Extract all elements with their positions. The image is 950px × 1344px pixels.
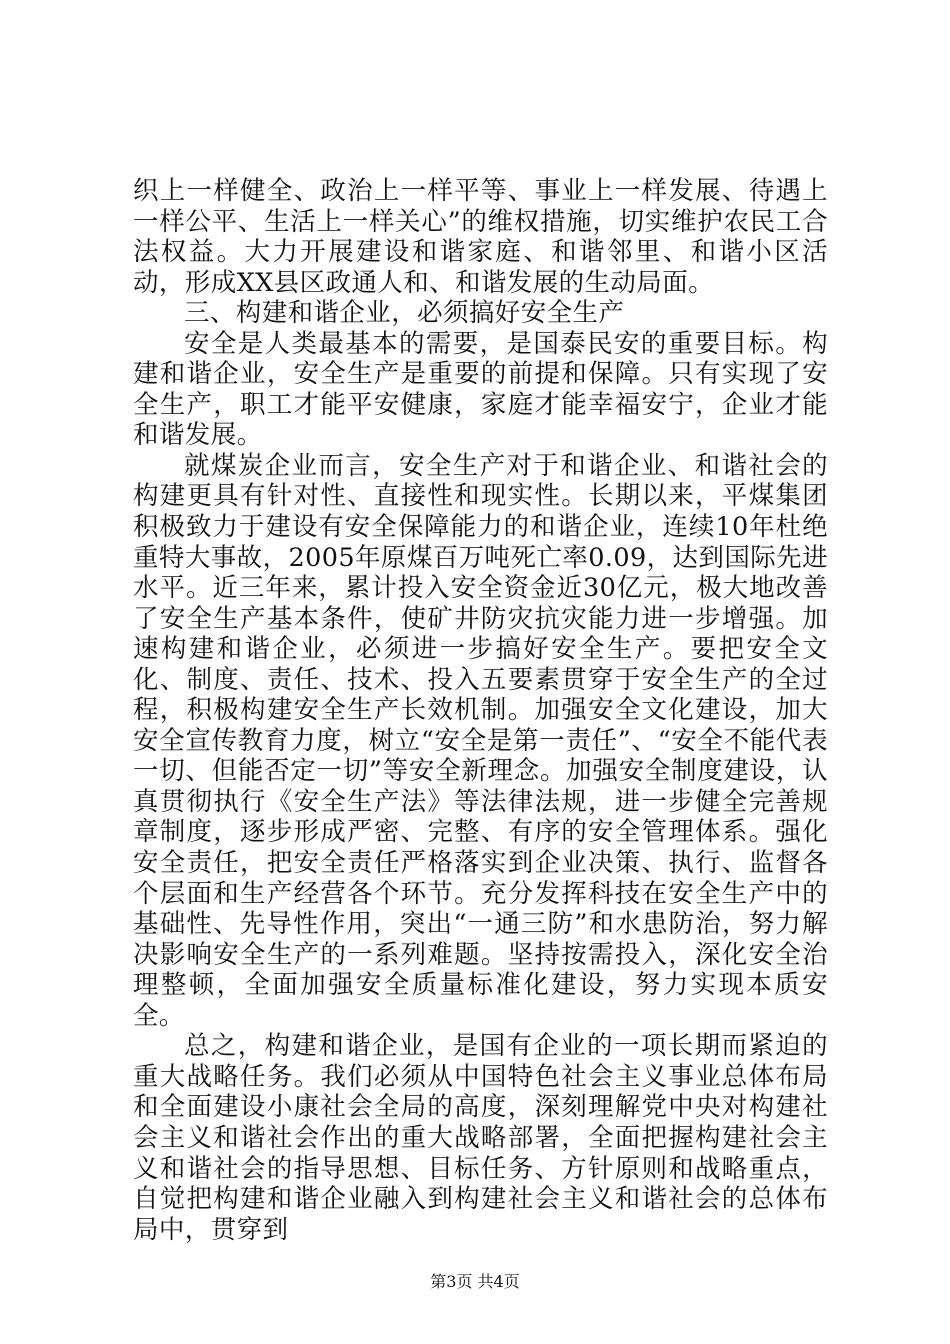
paragraph-continuation: 织上一样健全、政治上一样平等、事业上一样发展、待遇上一样公平、生活上一样关心”的维权措施，切实维护农民工合法权益。大力开展建设和谐家庭、和谐邻里、和谐小区活动，形成XX县区政通人和、和谐发展的生动局面。: [133, 176, 828, 298]
page-number-footer: 第3页 共4页: [430, 1272, 520, 1291]
paragraph: 总之，构建和谐企业，是国有企业的一项长期而紧迫的重大战略任务。我们必须从中国特色社会主义事业总体布局和全面建设小康社会全局的高度，深刻理解党中央对构建社会主义和谐社会作出的重大战略部署，全面把握构建社会主义和谐社会的指导思想、目标任务、方针原则和战略重点，自觉把构建和谐企业融入到构建社会主义和谐社会的总体布局中，贯穿到: [133, 1031, 828, 1245]
paragraph: 就煤炭企业而言，安全生产对于和谐企业、和谐社会的构建更具有针对性、直接性和现实性。长期以来，平煤集团积极致力于建设有安全保障能力的和谐企业，连续10年杜绝重特大事故，2005年原煤百万吨死亡率0.09，达到国际先进水平。近三年来，累计投入安全资金近30亿元，极大地改善了安全生产基本条件，使矿井防灾抗灾能力进一步增强。加速构建和谐企业，必须进一步搞好安全生产。要把安全文化、制度、责任、技术、投入五要素贯穿于安全生产的全过程，积极构建安全生产长效机制。加强安全文化建设，加大安全宣传教育力度，树立“安全是第一责任”、“安全不能代表一切、但能否定一切”等安全新理念。加强安全制度建设，认真贯彻执行《安全生产法》等法律法规，进一步健全完善规章制度，逐步形成严密、完整、有序的安全管理体系。强化安全责任，把安全责任严格落实到企业决策、执行、监督各个层面和生产经营各个环节。充分发挥科技在安全生产中的基础性、先导性作用，突出“一通三防”和水患防治，努力解决影响安全生产的一系列难题。坚持按需投入，深化安全治理整顿，全面加强安全质量标准化建设，努力实现本质安全。: [133, 450, 828, 1031]
section-heading: 三、构建和谐企业，必须搞好安全生产: [184, 298, 625, 329]
paragraph: 安全是人类最基本的需要，是国泰民安的重要目标。构建和谐企业，安全生产是重要的前提和保障。只有实现了安全生产，职工才能平安健康，家庭才能幸福安宁，企业才能和谐发展。: [133, 328, 828, 451]
document-body: [133, 176, 828, 1245]
